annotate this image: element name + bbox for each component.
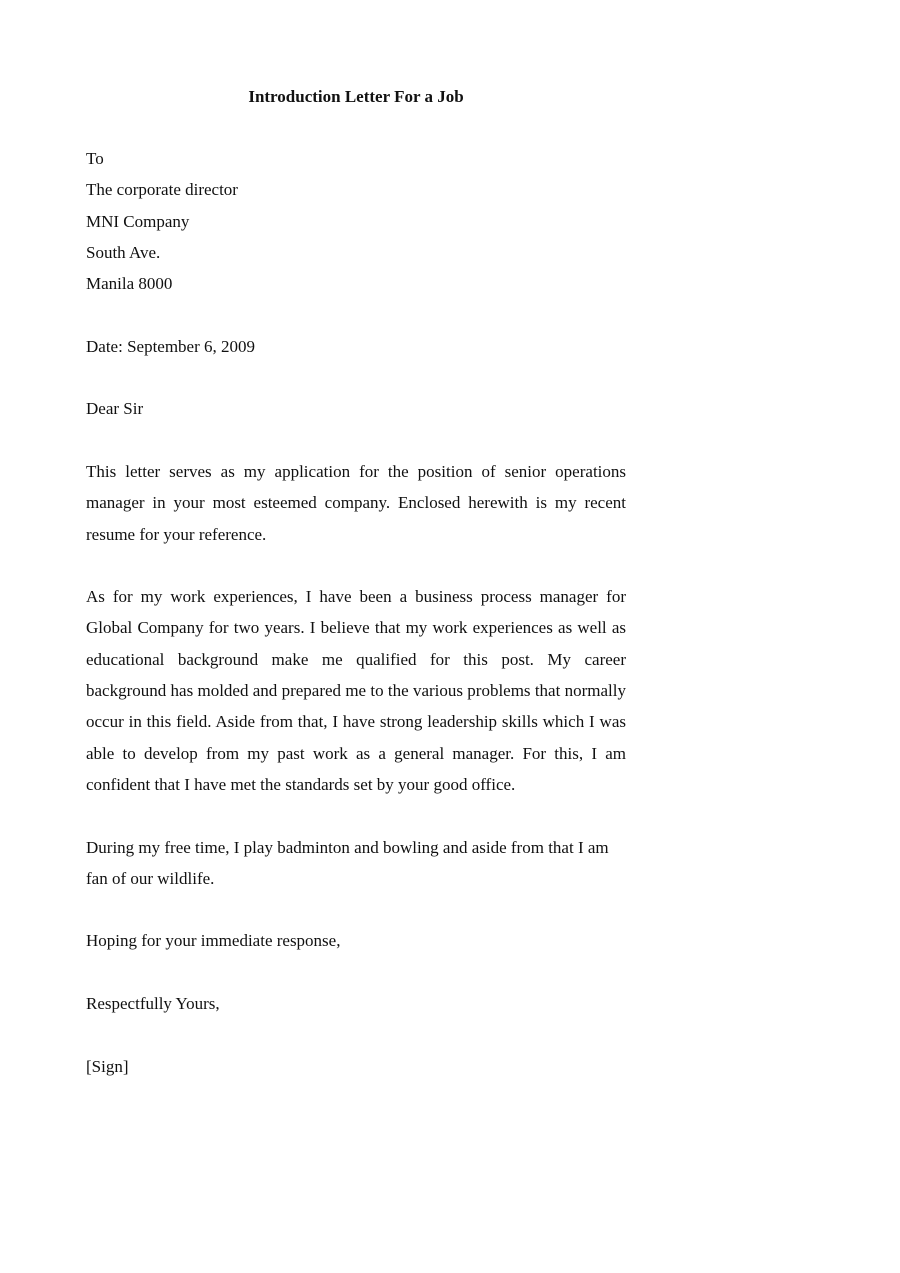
recipient-street: South Ave. [86, 242, 161, 262]
closing-line: Hoping for your immediate response, [86, 931, 341, 951]
letter-date: Date: September 6, 2009 [86, 336, 256, 356]
recipient-city: Manila 8000 [86, 274, 173, 294]
spacer [86, 1019, 626, 1050]
valediction: Respectfully Yours, [86, 994, 220, 1014]
paragraph-hobbies: During my free time, I play badminton and bowling and aside from that I am fan of our wildlife. [86, 837, 609, 888]
signature-placeholder: [Sign] [86, 1056, 129, 1076]
salutation: Dear Sir [86, 399, 144, 419]
recipient-block [86, 143, 626, 299]
spacer [86, 894, 626, 925]
recipient-to: To [86, 149, 104, 168]
page-title: Introduction Letter For a Job [248, 87, 464, 106]
letter-body [86, 143, 626, 1082]
paragraph-experience: As for my work experiences, I have been a business process manager for Global Company for two years. I believe that my work experiences as well as educational background make me qualified for this post. My career background has molded and prepared me to the various problems that normally occur in this field. Aside from that, I have strong leadership skills which I was able to develop from my past work as a general manager. For this, I am confident that I have met the standards set by your good office. [86, 587, 626, 794]
recipient-name: The corporate director [86, 180, 238, 200]
paragraph-application: This letter serves as my application for the position of senior operations manager in your most esteemed company. Enclosed herewith is my recent resume for your reference. [86, 461, 626, 544]
spacer [86, 957, 626, 988]
spacer [86, 425, 626, 456]
spacer [86, 299, 626, 330]
spacer [86, 362, 626, 393]
spacer [86, 800, 626, 831]
recipient-company: MNI Company [86, 211, 190, 231]
spacer [86, 550, 626, 581]
